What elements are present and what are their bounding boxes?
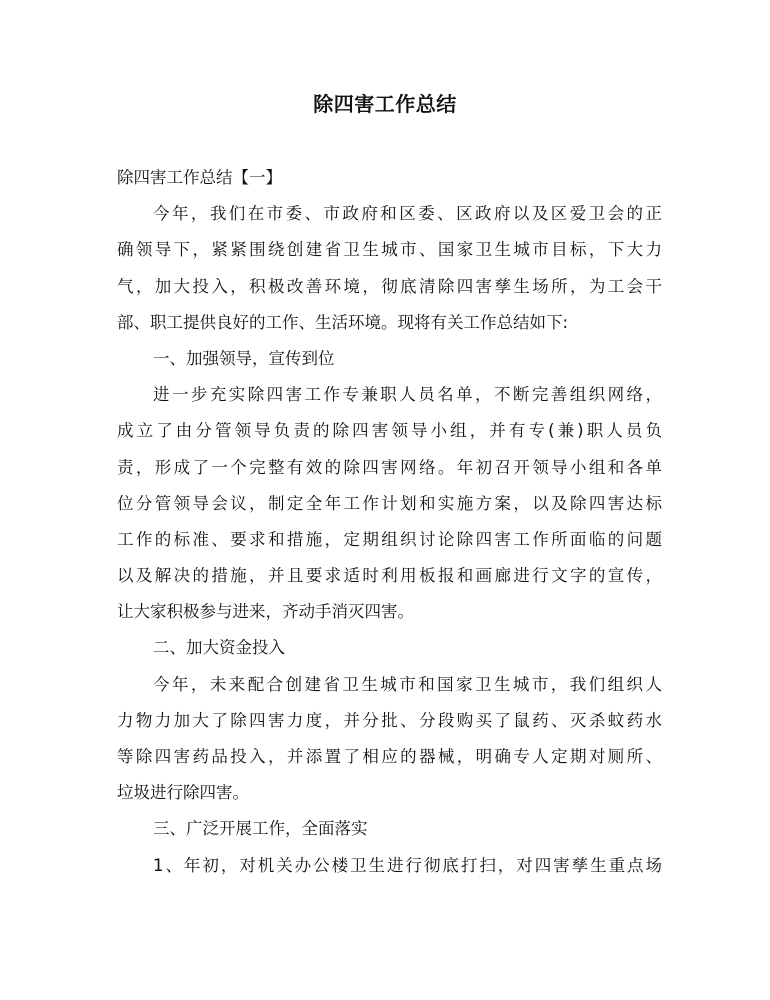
text-line: 等除四害药品投入，并添置了相应的器械，明确专人定期对厕所、 [117,747,662,766]
text-line: 确领导下，紧紧围绕创建省卫生城市、国家卫生城市目标，下大力 [117,240,662,260]
text-line: 气，加大投入，积极改善环境，彻底清除四害孳生场所，为工会干 [117,276,662,296]
text-line: 位分管领导会议，制定全年工作计划和实施方案，以及除四害达标 [117,493,662,513]
text-line: 进一步充实除四害工作专兼职人员名单，不断完善组织网络， [153,385,662,405]
text-line: 三、广泛开展工作，全面落实 [153,819,368,839]
text-line: 垃圾进行除四害。 [117,783,249,803]
text-line: 二、加大资金投入 [153,638,285,658]
text-line: 一、加强领导，宣传到位 [153,348,335,368]
text-line: 力物力加大了除四害力度，并分批、分段购买了鼠药、灭杀蚊药水 [117,710,662,730]
text-line: 让大家积极参与进来，齐动手消灭四害。 [117,602,414,622]
text-line: 部、职工提供良好的工作、生活环境。现将有关工作总结如下: [117,312,569,332]
text-line: 今年，我们在市委、市政府和区委、区政府以及区爱卫会的正 [153,204,662,224]
text-line: 除四害工作总结【一】 [117,168,282,187]
text-line: 1、年初，对机关办公楼卫生进行彻底打扫，对四害孳生重点场 [153,855,662,875]
document-title: 除四害工作总结 [313,92,457,116]
text-line: 责，形成了一个完整有效的除四害网络。年初召开领导小组和各单 [117,457,662,477]
document-body [117,164,662,888]
text-line: 工作的标准、要求和措施，定期组织讨论除四害工作所面临的问题 [117,529,662,549]
text-line: 今年，未来配合创建省卫生城市和国家卫生城市，我们组织人 [153,674,662,694]
text-line: 成立了由分管领导负责的除四害领导小组，并有专(兼)职人员负 [117,421,662,441]
text-line: 以及解决的措施，并且要求适时利用板报和画廊进行文字的宣传， [117,566,662,586]
